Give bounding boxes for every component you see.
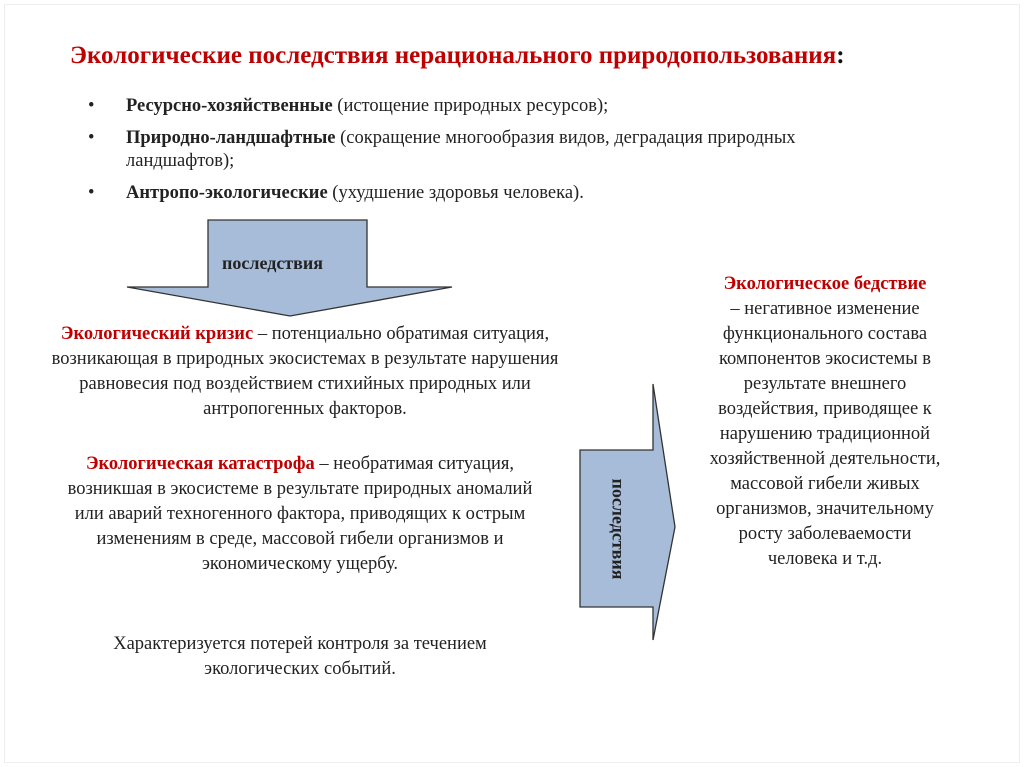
bullet-item: • Природно-ландшафтные (сокращение многообразия видов, деградация природных ландшафтов);	[88, 128, 796, 171]
bullet-item: • Ресурсно-хозяйственные (истощение природных ресурсов);	[88, 96, 609, 116]
bullet-item: • Антропо-экологические (ухудшение здоровья человека).	[88, 183, 584, 203]
crisis-definition: Экологический кризис – потенциально обратимая ситуация, возникающая в природных экосистемах в результате нарушения равновесия под воздействием стихийных природных или антропогенных факторов.	[51, 324, 559, 419]
down-arrow-label: последствия	[222, 253, 323, 273]
control-note: Характеризуется потерей контроля за течением экологических событий.	[113, 634, 487, 679]
disaster-definition: Экологическое бедствие – негативное изменение функционального состава компонентов экосистемы в результате внешнего воздействия, приводящее к нарушению традиционной хозяйственной деятельности, массовой гибели живых организмов, значительному росту заболеваемости человека и т.д.	[709, 274, 941, 569]
catastrophe-definition: Экологическая катастрофа – необратимая ситуация, возникшая в экосистеме в результате природных аномалий или аварий техногенного фактора, приводящих к острым изменениям в среде, массовой гибели организмов и экономическому ущербу.	[67, 454, 533, 574]
slide-title: Экологические последствия нерационального природопользования:	[70, 42, 845, 69]
right-arrow-label: последствия	[608, 478, 629, 580]
